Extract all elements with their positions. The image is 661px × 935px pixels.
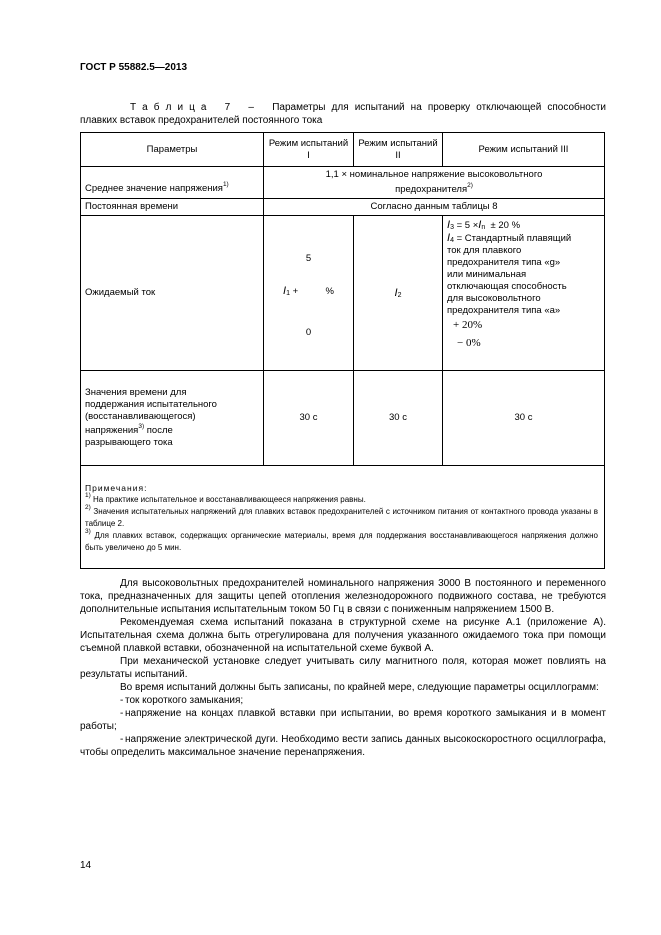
current-m3-sub-n: n [481,224,486,231]
list-dash: - [120,734,124,745]
header-mode-3: Режим испытаний III [443,133,605,167]
voltage-label-cell [81,167,264,199]
current-mode-1 [264,216,354,371]
table-caption [80,101,606,127]
paragraph-1: Для высоковольтных предохранителей номинального напряжения 3000 В постоянного и переменного тока, предназначенных для защиты цепей отопления железнодорожного подвижного состава, не требуются дополнительные испытания испытательным током 50 Гц в связи с пониженным напряжением 1500 В. [80,578,606,615]
header-mode-2: Режим испытаний II [354,133,443,167]
list-item [80,694,606,707]
hold-label-line-4: напряжения [85,425,139,436]
document-code: ГОСТ Р 55882.5—2013 [80,62,188,73]
paragraph-2: Рекомендуемая схема испытаний показана в структурной схеме на рисунке А.1 (приложение А). Испытательная схема должна быть отрегулирована для получения указанного ожидаемого тока при помощи съемной плавкой вставки, обозначенной на испытательной схеме буквой А. [80,617,606,654]
note-1-text: На практике испытательное и восстанавливающееся напряжения равны. [90,495,366,504]
table-row-notes [81,466,605,569]
hold-label-line-3: (восстанавливающегося) [85,411,196,422]
current-mode-2 [354,216,443,371]
note-1-mark: 1) [85,492,91,499]
current-m3-formula: = 5 × [453,220,479,231]
hold-mode-1: 30 с [264,371,354,466]
hold-mode-3: 30 с [443,371,605,466]
test-parameters-table [80,132,605,569]
notes-title: Примечания: [85,483,148,493]
time-constant-label: Постоянная времени [81,199,264,216]
hold-mode-2: 30 с [354,371,443,466]
voltage-value-cell [264,167,605,199]
voltage-label-note: 1) [222,181,229,188]
voltage-value-line-2: предохранителя [395,184,468,195]
current-m2-sub: 2 [397,291,402,299]
list-item-3-text: напряжение электрической дуги. Необходимо вести запись данных высокоскоростного осциллографа, чтобы определить максимальное значение перенапряжения. [80,734,606,758]
list-item-1-text: ток короткого замыкания; [125,695,244,706]
paragraph-4: Во время испытаний должны быть записаны, по крайней мере, следующие параметры осциллограмм: [120,682,599,693]
table-row-current [81,216,605,371]
table-header-row [81,133,605,167]
hold-time-label [81,371,264,466]
hold-label-note: 3) [138,423,145,430]
note-2 [85,506,598,530]
note-2-text: Значения испытательных напряжений для плавких вставок предохранителей с источником питания от контактного провода указаны в таблице 2. [85,507,598,528]
current-m1-symbol: I [283,285,287,297]
current-m1-upper: 5 [305,253,312,264]
hold-label-line-5: разрывающего тока [85,437,173,448]
current-m1-lower: 0 [305,327,312,338]
note-3-mark: 3) [85,528,91,535]
current-m2-symbol: I [394,286,398,299]
caption-line-1: Т а б л и ц а 7 – Параметры для испытаний на проверку отключающей способности [130,102,606,113]
list-item [80,733,606,759]
hold-label-line-1: Значения времени для [85,387,187,398]
current-m3-line-8: предохранителя типа «a» [447,305,561,316]
hold-label-line-4b: после [144,425,173,436]
note-3 [85,530,598,554]
list-item [80,707,606,733]
current-m3-line-4: предохранителя типа «g» [447,257,561,268]
current-m3-symbol-n: I [478,219,482,231]
current-m1-sub: 1 [286,290,291,297]
current-m1-percent: % [325,286,334,297]
current-m1-plus: + [292,286,299,297]
current-m3-tol-plus: + 20% [453,319,483,331]
current-m3-line-3: ток для плавкого [447,245,522,256]
current-m3-symbol-4: I [447,232,451,244]
caption-line-2: плавких вставок предохранителей постоянного тока [80,115,323,126]
body-text [80,577,606,759]
current-label: Ожидаемый ток [81,216,264,371]
voltage-value-line-1: 1,1 × номинальное напряжение высоковольтного [325,169,543,180]
note-2-mark: 2) [85,504,91,511]
table-row-hold-time [81,371,605,466]
header-params: Параметры [81,133,264,167]
header-mode-1: Режим испытаний I [264,133,354,167]
table-row-voltage [81,167,605,199]
current-m3-line-5: или минимальная [447,269,527,280]
current-m3-tolerance: ± 20 % [485,220,521,231]
paragraph-3: При механической установке следует учитывать силу магнитного поля, которая может повлиять на результаты испытаний. [80,656,606,680]
table-notes [81,466,605,569]
list-dash: - [120,695,124,706]
hold-label-line-2: поддержания испытательного [85,399,217,410]
list-dash: - [120,708,124,719]
current-mode-3 [443,216,605,371]
voltage-value-note: 2) [467,182,473,189]
voltage-label: Среднее значение напряжения [85,183,223,194]
current-m3-line-6: отключающая способность [447,281,567,292]
current-m3-sub-1: 3 [450,224,454,231]
list-item-2-text: напряжение на концах плавкой вставки при испытании, во время короткого замыкания и в момент работы; [80,708,606,732]
current-m3-symbol-1: I [447,219,451,231]
note-1 [85,494,598,506]
current-m3-line-2: = Стандартный плавящий [453,233,572,244]
note-3-text: Для плавких вставок, содержащих органические материалы, время для поддержания восстанавливающегося напряжения должно быть увеличено до 5 мин. [85,531,598,552]
current-m3-line-7: для высоковольтного [447,293,541,304]
current-m3-tol-minus: − 0% [457,337,481,349]
current-m3-sub-4: 4 [450,237,454,244]
time-constant-value: Согласно данным таблицы 8 [264,199,605,216]
page-number: 14 [80,860,92,871]
table-row-time-constant [81,199,605,216]
